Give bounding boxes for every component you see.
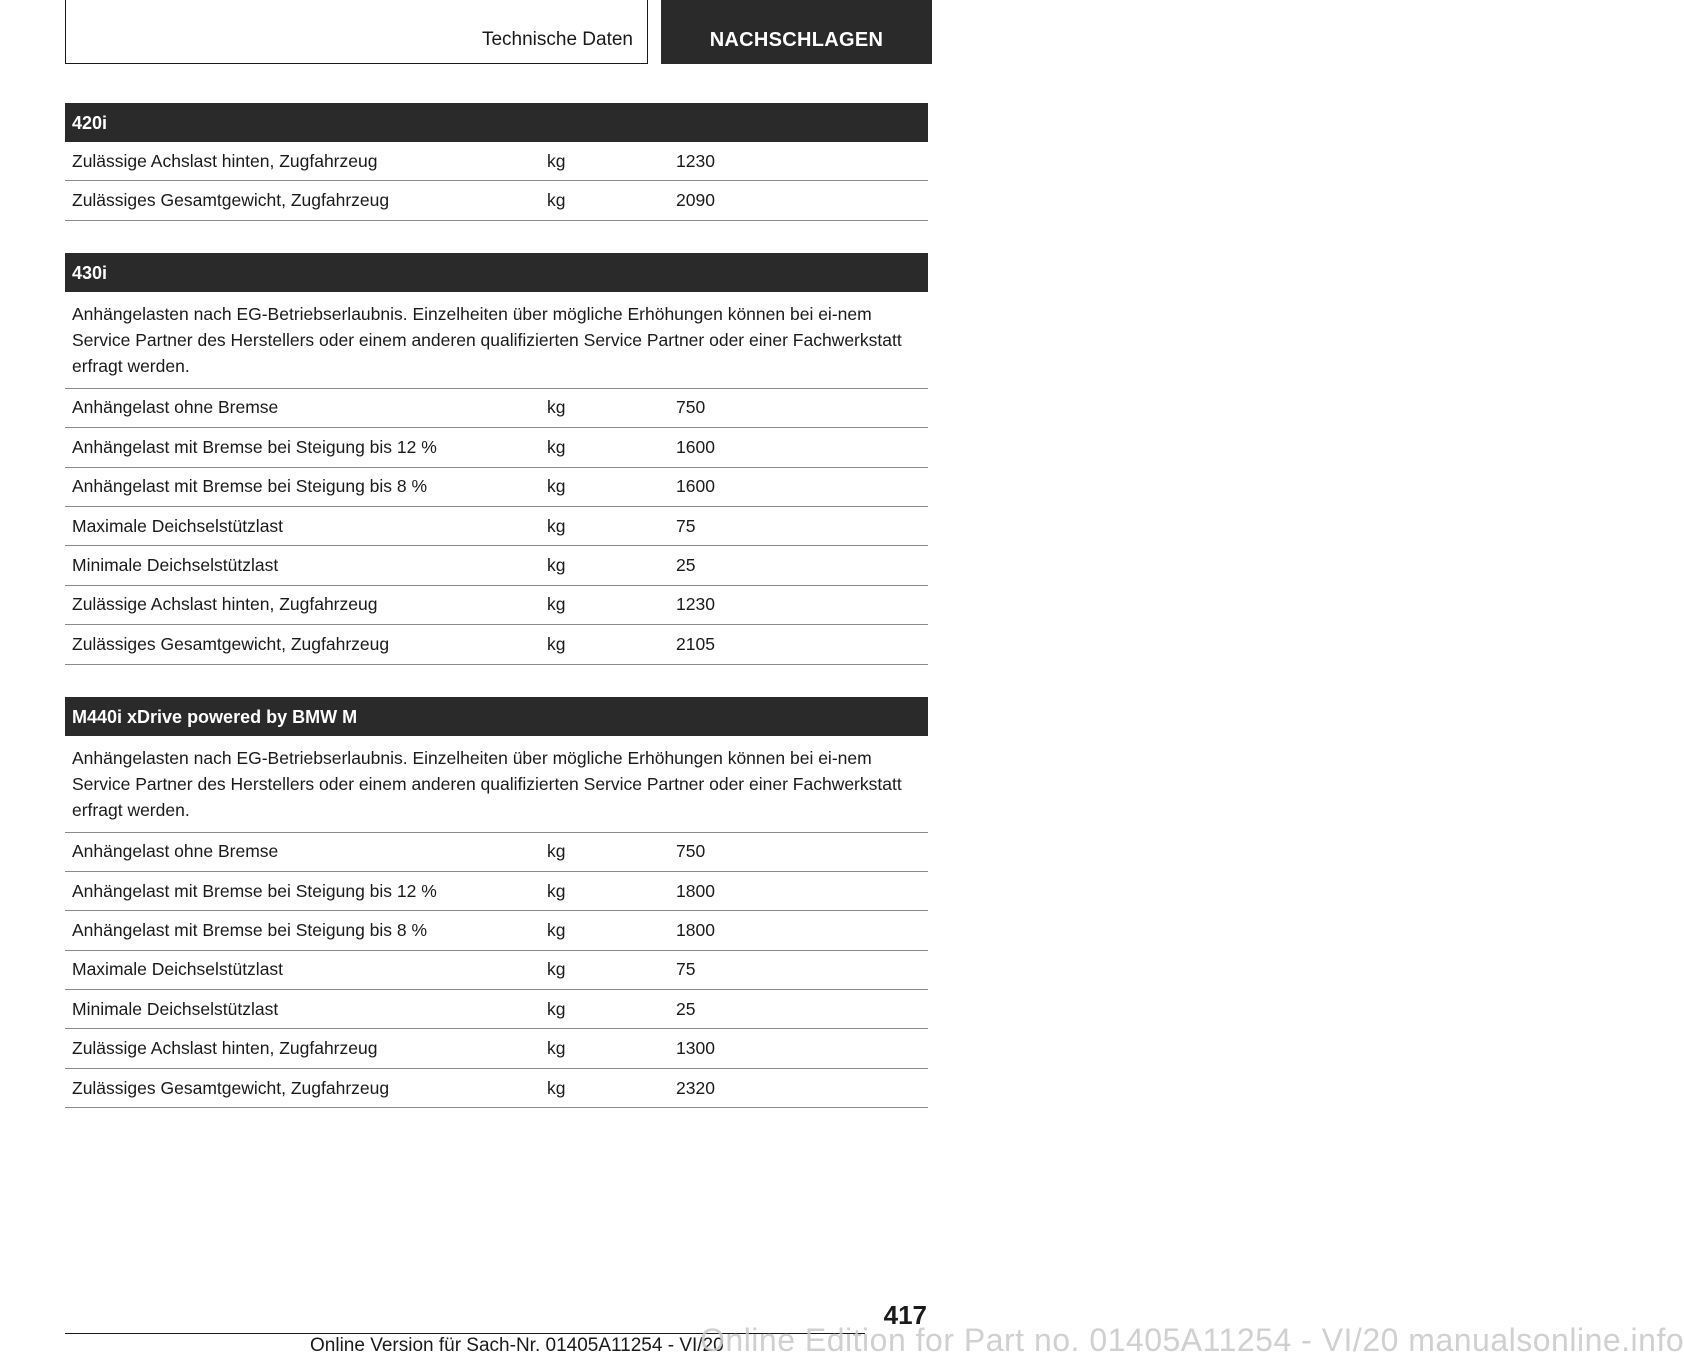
page-header <box>0 0 960 66</box>
watermark: Online Edition for Part no. 01405A11254 - VI/20 manualsonline.info <box>700 1322 1684 1358</box>
spec-block-m440i <box>65 697 928 1109</box>
table-row <box>65 428 928 467</box>
chapter-tab <box>661 0 932 64</box>
table-row <box>65 872 928 911</box>
row-label: Anhängelast mit Bremse bei Steigung bis 12 % <box>72 880 437 901</box>
page-number: 417 <box>883 1300 927 1330</box>
row-label: Zulässiges Gesamtgewicht, Zugfahrzeug <box>72 1077 390 1098</box>
row-value: 1600 <box>676 476 715 497</box>
row-value: 2320 <box>676 1077 715 1098</box>
row-unit: kg <box>547 190 566 211</box>
row-unit: kg <box>547 436 566 457</box>
row-label: Zulässiges Gesamtgewicht, Zugfahrzeug <box>72 190 390 211</box>
row-unit: kg <box>547 1038 566 1059</box>
chapter-title: NACHSCHLAGEN <box>709 29 884 51</box>
block-note: Anhängelasten nach EG-Betriebserlaubnis. Einzelheiten über mögliche Erhöhungen können bei ei-nem Service Partner des Herstellers oder einem anderen qualifizierten Service Partner oder einer Fachwerkstatt erfragt werden. <box>65 292 928 389</box>
row-value: 1800 <box>676 919 715 940</box>
row-label: Zulässige Achslast hinten, Zugfahrzeug <box>72 1038 378 1059</box>
spec-content <box>65 103 928 1140</box>
table-row <box>65 507 928 546</box>
row-unit: kg <box>547 841 566 862</box>
row-unit: kg <box>547 880 566 901</box>
table-row <box>65 142 928 181</box>
table-row <box>65 1029 928 1068</box>
row-unit: kg <box>547 1077 566 1098</box>
row-unit: kg <box>547 594 566 615</box>
row-unit: kg <box>547 555 566 576</box>
online-version-text: Online Version für Sach-Nr. 01405A11254 - VI/20 <box>310 1335 724 1356</box>
row-unit: kg <box>547 998 566 1019</box>
spec-block-430i <box>65 253 928 665</box>
row-value: 1600 <box>676 436 715 457</box>
row-value: 750 <box>676 841 706 862</box>
row-unit: kg <box>547 959 566 980</box>
table-row <box>65 625 928 664</box>
spec-block-420i <box>65 103 928 221</box>
row-value: 1800 <box>676 880 715 901</box>
row-value: 1230 <box>676 594 715 615</box>
row-unit: kg <box>547 397 566 418</box>
table-row <box>65 181 928 220</box>
row-unit: kg <box>547 633 566 654</box>
row-label: Zulässige Achslast hinten, Zugfahrzeug <box>72 594 378 615</box>
table-row <box>65 1069 928 1108</box>
row-unit: kg <box>547 515 566 536</box>
row-value: 1230 <box>676 150 715 171</box>
row-value: 2090 <box>676 190 715 211</box>
table-row <box>65 990 928 1029</box>
row-label: Maximale Deichselstützlast <box>72 959 284 980</box>
block-title: 420i <box>65 103 928 142</box>
row-label: Anhängelast mit Bremse bei Steigung bis 8 % <box>72 476 428 497</box>
section-title: Technische Daten <box>481 29 633 50</box>
table-row <box>65 546 928 585</box>
table-row <box>65 389 928 428</box>
row-label: Zulässige Achslast hinten, Zugfahrzeug <box>72 150 378 171</box>
row-label: Anhängelast mit Bremse bei Steigung bis 8 % <box>72 919 428 940</box>
table-row <box>65 951 928 990</box>
row-value: 25 <box>676 555 696 576</box>
row-label: Anhängelast mit Bremse bei Steigung bis 12 % <box>72 436 437 457</box>
table-row <box>65 468 928 507</box>
table-row <box>65 911 928 950</box>
row-value: 25 <box>676 998 696 1019</box>
row-label: Anhängelast ohne Bremse <box>72 841 279 862</box>
table-row <box>65 833 928 872</box>
row-label: Minimale Deichselstützlast <box>72 555 279 576</box>
row-label: Anhängelast ohne Bremse <box>72 397 279 418</box>
row-value: 1300 <box>676 1038 715 1059</box>
row-label: Maximale Deichselstützlast <box>72 515 284 536</box>
row-value: 2105 <box>676 633 715 654</box>
row-unit: kg <box>547 476 566 497</box>
row-value: 75 <box>676 515 696 536</box>
row-unit: kg <box>547 919 566 940</box>
row-unit: kg <box>547 150 566 171</box>
row-value: 750 <box>676 397 706 418</box>
row-label: Minimale Deichselstützlast <box>72 998 279 1019</box>
table-row <box>65 586 928 625</box>
row-label: Zulässiges Gesamtgewicht, Zugfahrzeug <box>72 633 390 654</box>
block-title: 430i <box>65 253 928 292</box>
block-title: M440i xDrive powered by BMW M <box>65 697 928 736</box>
section-tab <box>65 0 648 64</box>
block-note: Anhängelasten nach EG-Betriebserlaubnis. Einzelheiten über mögliche Erhöhungen können bei ei-nem Service Partner des Herstellers oder einem anderen qualifizierten Service Partner oder einer Fachwerkstatt erfragt werden. <box>65 736 928 833</box>
row-value: 75 <box>676 959 696 980</box>
